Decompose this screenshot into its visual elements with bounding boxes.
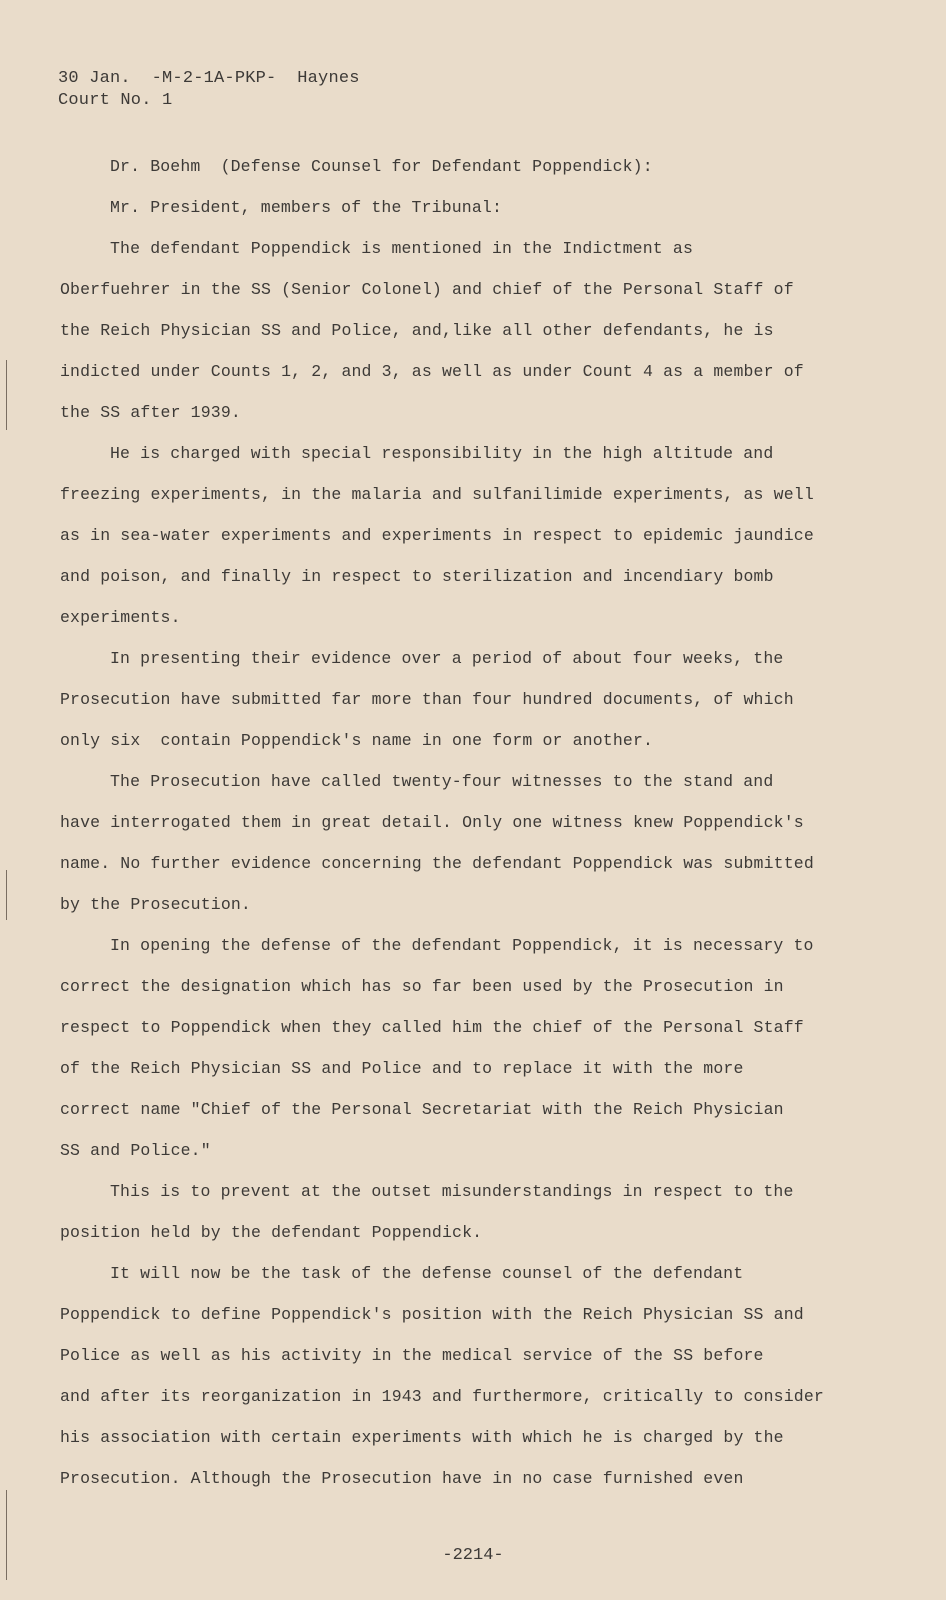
text-line: have interrogated them in great detail. Only one witness knew Poppendick's	[60, 813, 804, 832]
text-line: name. No further evidence concerning the defendant Poppendick was submitted	[60, 854, 814, 873]
text-line: correct the designation which has so far been used by the Prosecution in	[60, 977, 784, 996]
text-line: only six contain Poppendick's name in one form or another.	[60, 731, 654, 750]
text-line: and poison, and finally in respect to sterilization and incendiary bomb	[60, 567, 774, 586]
text-line: the Reich Physician SS and Police, and,like all other defendants, he is	[60, 321, 774, 340]
text-line: respect to Poppendick when they called him the chief of the Personal Staff	[60, 1018, 804, 1037]
text-line: In presenting their evidence over a period of about four weeks, the	[110, 649, 784, 668]
text-line: Dr. Boehm (Defense Counsel for Defendant Poppendick):	[110, 157, 653, 176]
text-line: Oberfuehrer in the SS (Senior Colonel) and chief of the Personal Staff of	[60, 280, 794, 299]
text-line: the SS after 1939.	[60, 403, 241, 422]
margin-mark	[6, 360, 7, 430]
text-line: by the Prosecution.	[60, 895, 251, 914]
text-line: as in sea-water experiments and experiments in respect to epidemic jaundice	[60, 526, 814, 545]
text-line: Poppendick to define Poppendick's position with the Reich Physician SS and	[60, 1305, 804, 1324]
text-line: The defendant Poppendick is mentioned in the Indictment as	[110, 239, 693, 258]
text-line: The Prosecution have called twenty-four witnesses to the stand and	[110, 772, 774, 791]
text-line: In opening the defense of the defendant Poppendick, it is necessary to	[110, 936, 814, 955]
text-line: his association with certain experiments with which he is charged by the	[60, 1428, 784, 1447]
margin-mark	[6, 870, 7, 920]
text-line: SS and Police."	[60, 1141, 211, 1160]
text-line: correct name "Chief of the Personal Secretariat with the Reich Physician	[60, 1100, 784, 1119]
page-number: -2214-	[442, 1546, 504, 1565]
text-line: of the Reich Physician SS and Police and to replace it with the more	[60, 1059, 744, 1078]
header-reference-line: 30 Jan. -M-2-1A-PKP- Haynes	[58, 69, 360, 88]
text-line: He is charged with special responsibility in the high altitude and	[110, 444, 774, 463]
text-line: This is to prevent at the outset misunderstandings in respect to the	[110, 1182, 794, 1201]
text-line: Mr. President, members of the Tribunal:	[110, 198, 503, 217]
text-line: Prosecution. Although the Prosecution have in no case furnished even	[60, 1469, 744, 1488]
header-court-line: Court No. 1	[58, 91, 173, 110]
margin-mark	[6, 1490, 7, 1580]
text-line: and after its reorganization in 1943 and furthermore, critically to consider	[60, 1387, 824, 1406]
text-line: Police as well as his activity in the medical service of the SS before	[60, 1346, 764, 1365]
text-line: It will now be the task of the defense counsel of the defendant	[110, 1264, 744, 1283]
document-body	[60, 146, 860, 1499]
text-line: experiments.	[60, 608, 181, 627]
text-line: freezing experiments, in the malaria and sulfanilimide experiments, as well	[60, 485, 814, 504]
document-header	[58, 68, 360, 112]
text-line: Prosecution have submitted far more than four hundred documents, of which	[60, 690, 794, 709]
text-line: indicted under Counts 1, 2, and 3, as well as under Count 4 as a member of	[60, 362, 804, 381]
text-line: position held by the defendant Poppendick.	[60, 1223, 483, 1242]
